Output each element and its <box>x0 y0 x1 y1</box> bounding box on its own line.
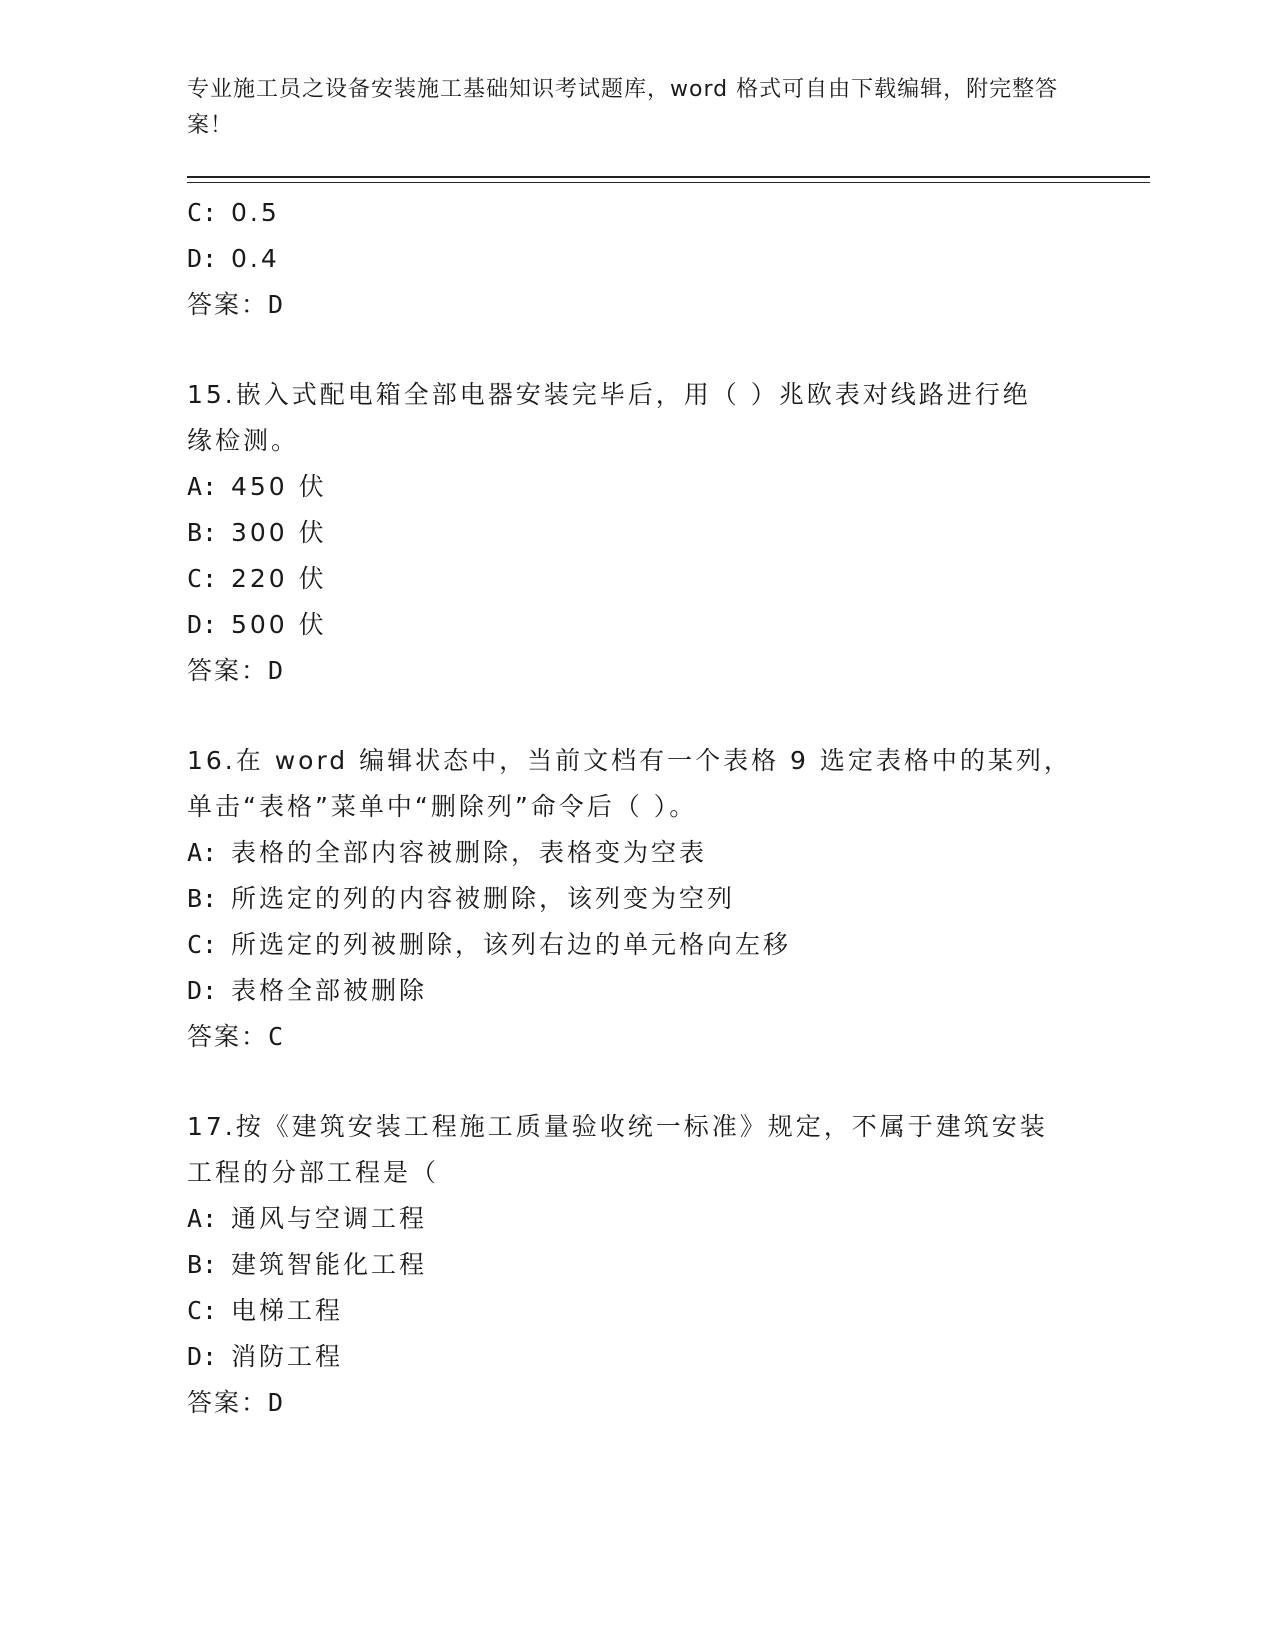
option-line <box>187 190 1087 236</box>
question-17 <box>187 1104 1087 1426</box>
question-stem: 15.嵌入式配电箱全部电器安装完毕后，用（ ）兆欧表对线路进行绝 <box>187 380 1031 409</box>
option-key: A: <box>187 1204 218 1233</box>
option-line <box>187 602 1087 648</box>
question-partial <box>187 190 1087 328</box>
answer-value: C <box>268 1022 286 1051</box>
option-key: C: <box>187 1296 218 1325</box>
document-header <box>187 72 1067 144</box>
option-line <box>187 968 1087 1014</box>
question-stem: 17.按《建筑安装工程施工质量验收统一标准》规定，不属于建筑安装 <box>187 1112 1048 1141</box>
option-key: D: <box>187 1342 218 1371</box>
answer-label: 答案： <box>187 290 269 319</box>
option-text: 450 伏 <box>231 472 327 501</box>
answer-line <box>187 1014 1087 1060</box>
option-line <box>187 1288 1087 1334</box>
option-key: C: <box>187 564 218 593</box>
option-line <box>187 1334 1087 1380</box>
option-line <box>187 236 1087 282</box>
option-line <box>187 922 1087 968</box>
option-line <box>187 1196 1087 1242</box>
option-key: D: <box>187 244 218 273</box>
option-text: 300 伏 <box>231 518 327 547</box>
question-16 <box>187 738 1087 1060</box>
answer-value: D <box>268 1388 286 1417</box>
question-stem-cont: 工程的分部工程是（ <box>187 1158 440 1187</box>
option-key: A: <box>187 472 218 501</box>
option-text: 通风与空调工程 <box>231 1204 428 1233</box>
option-key: D: <box>187 610 218 639</box>
header-text: 专业施工员之设备安装施工基础知识考试题库，word 格式可自由下载编辑，附完整答案！ <box>187 77 1059 138</box>
option-key: A: <box>187 838 218 867</box>
answer-line <box>187 1380 1087 1426</box>
question-stem-cont: 缘检测。 <box>187 426 300 455</box>
option-text: 表格的全部内容被删除，表格变为空表 <box>231 838 708 867</box>
question-stem-cont: 单击“表格”菜单中“删除列”命令后（ ）。 <box>187 792 698 821</box>
option-line <box>187 876 1087 922</box>
option-text: 0.5 <box>231 198 280 227</box>
option-text: 0.4 <box>231 244 280 273</box>
question-stem: 16.在 word 编辑状态中，当前文档有一个表格 9 选定表格中的某列， <box>187 746 1072 775</box>
option-key: C: <box>187 930 218 959</box>
option-key: B: <box>187 518 218 547</box>
answer-value: D <box>268 290 286 319</box>
option-text: 220 伏 <box>231 564 327 593</box>
option-line <box>187 1242 1087 1288</box>
answer-line <box>187 648 1087 694</box>
option-line <box>187 556 1087 602</box>
option-key: D: <box>187 976 218 1005</box>
option-line <box>187 510 1087 556</box>
option-text: 建筑智能化工程 <box>231 1250 428 1279</box>
option-key: C: <box>187 198 218 227</box>
option-text: 500 伏 <box>231 610 327 639</box>
option-text: 所选定的列的内容被删除，该列变为空列 <box>231 884 736 913</box>
option-text: 表格全部被删除 <box>231 976 428 1005</box>
header-rule-thin <box>187 182 1150 183</box>
header-rule-thick <box>187 176 1150 178</box>
answer-line <box>187 282 1087 328</box>
option-line <box>187 464 1087 510</box>
option-key: B: <box>187 1250 218 1279</box>
option-text: 消防工程 <box>231 1342 344 1371</box>
option-key: B: <box>187 884 218 913</box>
answer-label: 答案： <box>187 656 269 685</box>
question-15 <box>187 372 1087 694</box>
option-line <box>187 830 1087 876</box>
answer-label: 答案： <box>187 1022 269 1051</box>
option-text: 电梯工程 <box>231 1296 344 1325</box>
answer-value: D <box>268 656 286 685</box>
option-text: 所选定的列被删除，该列右边的单元格向左移 <box>231 930 792 959</box>
document-body <box>187 190 1087 1426</box>
answer-label: 答案： <box>187 1388 269 1417</box>
